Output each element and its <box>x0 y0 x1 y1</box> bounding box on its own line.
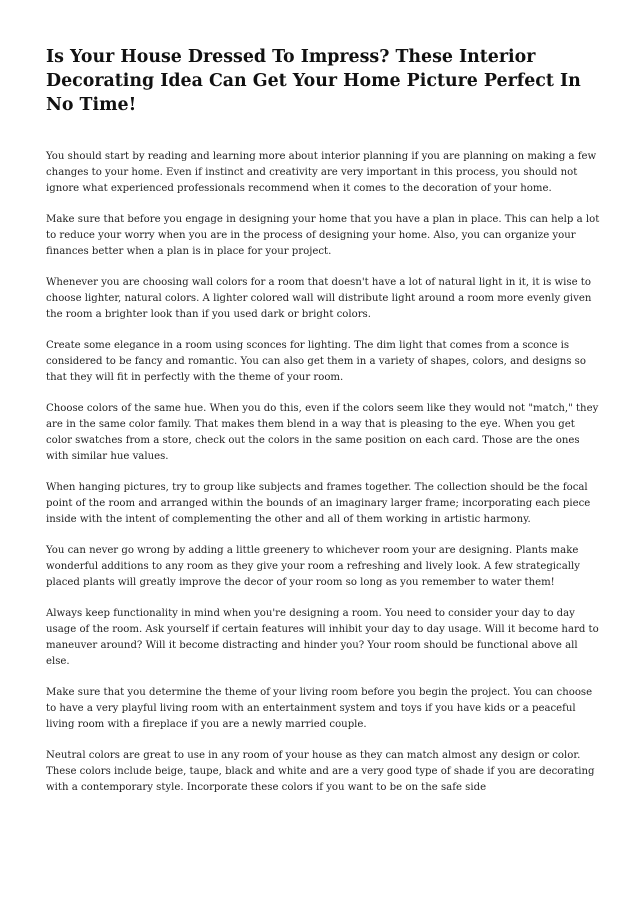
document-title: Is Your House Dressed To Impress? These Interior Decorating Idea Can Get Your Home Picture Perfect In No Time! <box>46 47 581 115</box>
paragraph-7: You can never go wrong by adding a little greenery to whichever room your are designing. Plants make wonderful additions to any room as they give your room a refreshing and lively look. A few strategically placed plants will greatly improve the decor of your room so long as you remember to water them! <box>46 545 580 588</box>
paragraph-1: You should start by reading and learning more about interior planning if you are planning on making a few changes to your home. Even if instinct and creativity are very important in this process, you should not ignore what experienced professionals recommend when it comes to the decoration of your home. <box>46 151 597 194</box>
paragraph-2: Make sure that before you engage in designing your home that you have a plan in place. This can help a lot to reduce your worry when you are in the process of designing your home. Also, you can organize your finances better when a plan is in place for your project. <box>46 214 600 257</box>
paragraph-9: Make sure that you determine the theme of your living room before you begin the project. You can choose to have a very playful living room with an entertainment system and toys if you have kids or a peaceful living room with a fireplace if you are a newly married couple. <box>46 687 593 730</box>
paragraph-4: Create some elegance in a room using sconces for lighting. The dim light that comes from a sconce is considered to be fancy and romantic. You can also get them in a variety of shapes, colors, and designs so that they will fit in perfectly with the theme of your room. <box>46 340 586 383</box>
paragraph-3: Whenever you are choosing wall colors for a room that doesn't have a lot of natural light in it, it is wise to choose lighter, natural colors. A lighter colored wall will distribute light around a room more evenly given the room a brighter look than if you used dark or bright colors. <box>46 277 592 320</box>
paragraph-10: Neutral colors are great to use in any room of your house as they can match almost any design or color. These colors include beige, taupe, black and white and are a very good type of shade if you are decorating with a contemporary style. Incorporate these colors if you want to be on the safe side <box>46 750 595 793</box>
paragraph-8: Always keep functionality in mind when you're designing a room. You need to consider your day to day usage of the room. Ask yourself if certain features will inhibit your day to day usage. Will it become hard to maneuver around? Will it become distracting and hinder you? Your room should be functional above all else. <box>46 608 599 667</box>
paragraph-5: Choose colors of the same hue. When you do this, even if the colors seem like they would not "match," they are in the same color family. That makes them blend in a way that is pleasing to the eye. When you get color swatches from a store, check out the colors in the same position on each card. Those are the ones with similar hue values. <box>46 403 599 462</box>
document-body <box>46 149 602 811</box>
paragraph-6: When hanging pictures, try to group like subjects and frames together. The collection should be the focal point of the room and arranged within the bounds of an imaginary larger frame; incorporating each piece inside with the intent of complementing the other and all of them working in artistic harmony. <box>46 482 591 525</box>
